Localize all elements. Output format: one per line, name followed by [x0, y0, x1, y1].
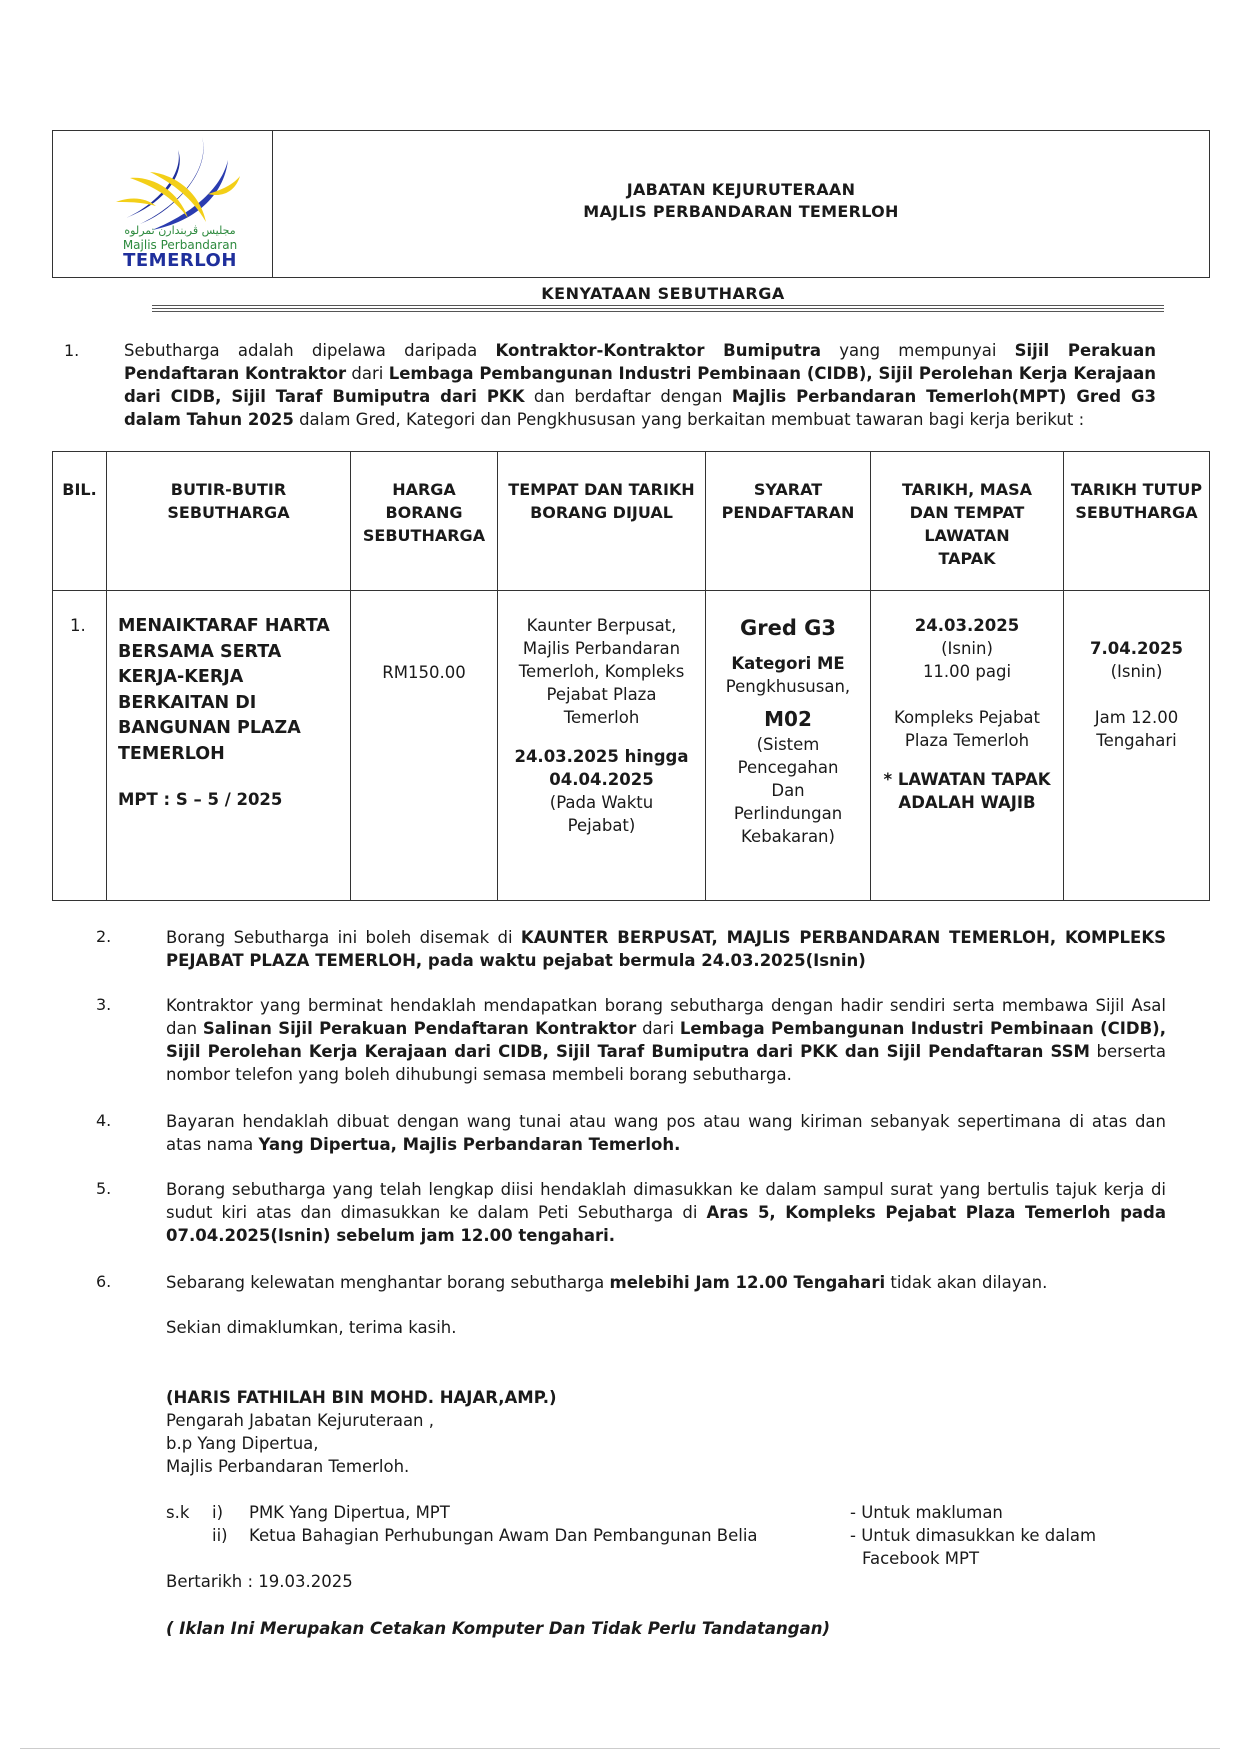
row-butir-line: BANGUNAN PLAZA: [118, 718, 301, 738]
para-4-bold: Yang Dipertua, Majlis Perbandaran Temerloh.: [258, 1135, 681, 1154]
header-syarat-line: SYARAT: [753, 480, 823, 499]
row-reference: MPT : S – 5 / 2025: [118, 790, 283, 809]
row-tutup-masa: Tengahari: [1096, 731, 1177, 750]
row-sistem: Perlindungan: [733, 804, 843, 823]
header-tempat-line: TEMPAT DAN TARIKH: [508, 480, 695, 499]
row-lawatan-wajib: ADALAH WAJIB: [898, 793, 1036, 812]
sk-i-number: i): [212, 1503, 224, 1522]
row-waktu: (Pada Waktu: [549, 793, 654, 812]
row-lawatan-tarikh: 24.03.2025: [914, 616, 1020, 635]
table-header-line: [52, 590, 1210, 591]
header-butir: [107, 478, 350, 524]
para-1-text: Sebutharga adalah dipelawa daripada: [124, 341, 496, 360]
para-1-bold: Majlis Perbandaran Temerloh(MPT) Gred G3 dalam Tahun 2025: [124, 387, 1156, 429]
para-3: [166, 994, 1166, 1086]
row-syarat: [706, 614, 870, 848]
header-harga-line: HARGA: [392, 480, 456, 499]
logo-jawi-text: مجليس ڤربندارن تمرلوه: [124, 224, 236, 237]
date-line: Bertarikh : 19.03.2025: [166, 1572, 353, 1591]
row-gred: Gred G3: [739, 616, 837, 640]
header-tutup-line: TARIKH TUTUP: [1070, 480, 1203, 499]
para-1-number: 1.: [64, 341, 80, 360]
para-1: [124, 339, 1156, 431]
row-tempat-line: Temerloh, Kompleks: [518, 662, 685, 681]
para-1-bold: Kontraktor-Kontraktor Bumiputra: [495, 341, 822, 360]
header-lawatan-line: TAPAK: [938, 549, 996, 568]
closing-text: Sekian dimaklumkan, terima kasih.: [166, 1318, 457, 1337]
header-divider: [272, 130, 273, 278]
para-3-text: dari: [636, 1019, 680, 1038]
row-waktu: Pejabat): [567, 816, 636, 835]
row-butir-line: BERKAITAN DI: [118, 692, 257, 713]
council-name: MAJLIS PERBANDARAN TEMERLOH: [583, 202, 899, 221]
para-4: [166, 1110, 1166, 1156]
row-tutup-jam: Jam 12.00: [1094, 708, 1179, 727]
row-butir: [118, 614, 348, 767]
row-kod: M02: [764, 707, 812, 731]
title-rule: [152, 311, 1164, 312]
signature-block: [166, 1386, 557, 1478]
para-2: [166, 926, 1166, 972]
header-butir-line: BUTIR-BUTIR: [170, 480, 287, 499]
para-6: [166, 1271, 1166, 1294]
para-1-bold: Sijil Perakuan Pendaftaran Kontraktor: [124, 341, 1157, 383]
row-tempat-line: Pejabat Plaza: [546, 685, 657, 704]
row-tempat-line: Majlis Perbandaran: [522, 639, 681, 658]
signatory-org: Majlis Perbandaran Temerloh.: [166, 1457, 410, 1476]
row-bil: 1.: [70, 616, 86, 635]
header-harga-line: SEBUTHARGA: [362, 526, 486, 545]
para-2-number: 2.: [96, 927, 112, 946]
sk-i-note: - Untuk makluman: [850, 1503, 1003, 1522]
title-rule: [152, 305, 1164, 306]
title-rule: [152, 308, 1164, 309]
signatory-bp: b.p Yang Dipertua,: [166, 1434, 319, 1453]
header-harga: [351, 478, 497, 547]
para-3-number: 3.: [96, 995, 112, 1014]
document-title: KENYATAAN SEBUTHARGA: [541, 284, 785, 303]
para-6-number: 6.: [96, 1272, 112, 1291]
row-lawatan-hari: (Isnin): [941, 639, 993, 658]
para-2-text: Borang Sebutharga ini boleh disemak di: [166, 928, 521, 947]
para-6-text: tidak akan dilayan.: [885, 1273, 1048, 1292]
header-tutup-line: SEBUTHARGA: [1075, 503, 1198, 522]
row-lawatan: [871, 614, 1063, 814]
para-3-bold: Salinan Sijil Perakuan Pendaftaran Kontraktor: [202, 1019, 637, 1038]
para-5-bold: Aras 5, Kompleks Pejabat Plaza Temerloh pada 07.04.2025(Isnin) sebelum jam 12.00 tengahari.: [166, 1203, 1166, 1245]
row-butir-line: MENAIKTARAF HARTA: [118, 616, 330, 636]
row-tempat-line: Kaunter Berpusat,: [526, 616, 677, 635]
sk-ii-text: Ketua Bahagian Perhubungan Awam Dan Pembangunan Belia: [249, 1526, 758, 1545]
header-tempat: [498, 478, 705, 524]
para-5-text: Borang sebutharga yang telah lengkap diisi hendaklah dimasukkan ke dalam sampul surat yang bertulis tajuk kerja di sudut kiri atas dan dimasukkan ke dalam Peti Sebutharga di: [166, 1180, 1166, 1222]
para-2-bold: KAUNTER BERPUSAT, MAJLIS PERBANDARAN TEMERLOH, KOMPLEKS PEJABAT PLAZA TEMERLOH, pada waktu pejabat bermula 24.03.2025(Isnin): [166, 928, 1166, 970]
logo-line1: Majlis Perbandaran: [122, 238, 238, 252]
logo-line2: TEMERLOH: [123, 250, 237, 271]
row-tarikh-jual: 24.03.2025 hingga: [514, 747, 689, 766]
header-lawatan-line: DAN TEMPAT: [909, 503, 1025, 522]
sk-i-text: PMK Yang Dipertua, MPT: [249, 1503, 450, 1522]
row-tarikh-jual: 04.04.2025: [549, 770, 654, 789]
para-5: [166, 1178, 1166, 1247]
para-1-bold: Lembaga Pembangunan Industri Pembinaan (CIDB), Sijil Perolehan Kerja Kerajaan dari CIDB, Sijil Taraf Bumiputra dari PKK: [124, 364, 1156, 406]
para-1-text: dan berdaftar dengan: [524, 387, 732, 406]
row-lawatan-wajib: * LAWATAN TAPAK: [883, 770, 1051, 789]
page-edge-line: [20, 1748, 1220, 1749]
footer-note: ( Iklan Ini Merupakan Cetakan Komputer Dan Tidak Perlu Tandatangan): [166, 1619, 830, 1638]
row-tutup-hari: (Isnin): [1110, 662, 1163, 681]
sk-ii-note: - Untuk dimasukkan ke dalam: [850, 1526, 1097, 1545]
para-3-bold: Lembaga Pembangunan Industri Pembinaan (CIDB), Sijil Perolehan Kerja Kerajaan dari CIDB, Sijil Taraf Bumiputra dari PKK dan Sijil Pendaftaran SSM: [166, 1019, 1166, 1061]
row-sistem: Dan: [771, 781, 805, 800]
header-bil: [53, 478, 106, 501]
para-1-text: dari: [346, 364, 389, 383]
department-name: JABATAN KEJURUTERAAN: [626, 180, 856, 199]
header-butir-line: SEBUTHARGA: [167, 503, 290, 522]
row-sistem: Pencegahan: [737, 758, 839, 777]
header-lawatan-line: TARIKH, MASA: [902, 480, 1032, 499]
para-5-number: 5.: [96, 1179, 112, 1198]
sk-ii-note: Facebook MPT: [862, 1549, 980, 1568]
row-butir-line: KERJA-KERJA: [118, 667, 244, 687]
row-lawatan-masa: 11.00 pagi: [922, 662, 1012, 681]
para-4-number: 4.: [96, 1111, 112, 1130]
row-lawatan-tempat: Kompleks Pejabat: [893, 708, 1041, 727]
row-sistem: Kebakaran): [741, 827, 835, 846]
council-logo: [112, 132, 248, 270]
para-3-text: berserta nombor telefon yang boleh dihubungi semasa membeli borang sebutharga.: [166, 1042, 1167, 1084]
row-harga: RM150.00: [382, 663, 466, 682]
row-tempat-line: Temerloh: [563, 708, 640, 727]
signatory-title: Pengarah Jabatan Kejuruteraan ,: [166, 1411, 435, 1430]
sk-label: s.k: [166, 1503, 190, 1522]
row-tempat: [498, 614, 705, 837]
para-3-text: Kontraktor yang berminat hendaklah mendapatkan borang sebutharga dengan hadir sendiri serta membawa Sijil Asal dan: [166, 996, 1166, 1038]
row-butir-line: TEMERLOH: [118, 743, 225, 764]
header-lawatan-line: LAWATAN: [924, 526, 1010, 545]
row-lawatan-tempat: Plaza Temerloh: [904, 731, 1030, 750]
header-bil-text: BIL.: [62, 480, 97, 499]
para-6-bold: melebihi Jam 12.00 Tengahari: [609, 1273, 886, 1292]
para-4-text: Bayaran hendaklah dibuat dengan wang tunai atau wang pos atau wang kiriman sebanyak sepertimana di atas dan atas nama: [166, 1112, 1166, 1154]
header-syarat-line: PENDAFTARAN: [721, 503, 855, 522]
sk-ii-number: ii): [212, 1526, 228, 1545]
row-pengkhususan: Pengkhususan,: [725, 677, 851, 696]
header-tempat-line: BORANG DIJUAL: [530, 503, 673, 522]
row-butir-line: BERSAMA SERTA: [118, 641, 282, 662]
row-sistem: (Sistem: [756, 735, 820, 754]
header-syarat: [706, 478, 870, 524]
header-tutup: [1064, 478, 1209, 524]
para-6-text: Sebarang kelewatan menghantar borang sebutharga: [166, 1273, 610, 1292]
row-kategori: Kategori ME: [731, 654, 845, 673]
header-lawatan: [871, 478, 1063, 570]
para-1-text: dalam Gred, Kategori dan Pengkhususan yang berkaitan membuat tawaran bagi kerja berikut :: [293, 410, 1085, 429]
para-1-text: yang mempunyai: [821, 341, 1015, 360]
header-harga-line: BORANG: [385, 503, 463, 522]
row-tutup: [1064, 637, 1209, 752]
row-tutup-tarikh: 7.04.2025: [1090, 639, 1183, 658]
signatory-name: (HARIS FATHILAH BIN MOHD. HAJAR,AMP.): [166, 1388, 557, 1407]
